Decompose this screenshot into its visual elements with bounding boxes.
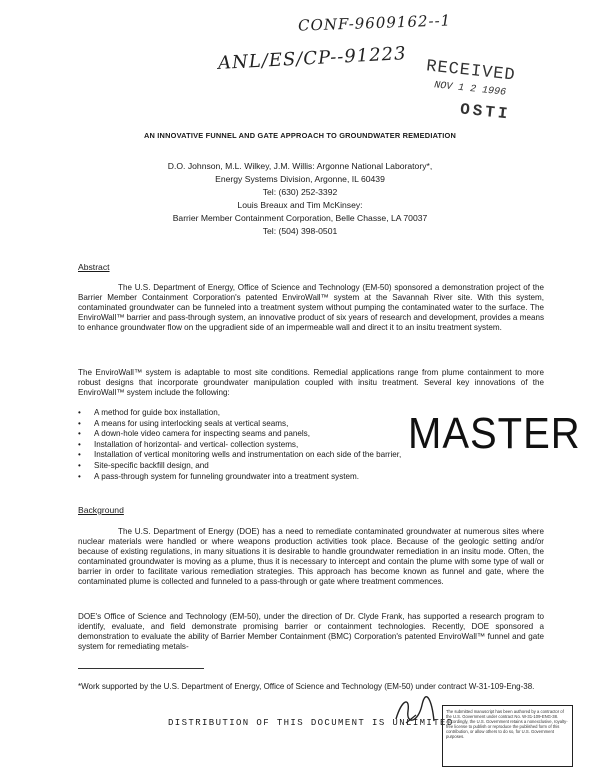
list-item: • A pass-through system for funneling groundwater into a treatment system. <box>78 472 518 483</box>
conf-number-handwritten: CONF-9609162--1 <box>297 11 452 35</box>
abstract-heading: Abstract <box>78 262 110 272</box>
author-line: Energy Systems Division, Argonne, IL 60439 <box>215 174 385 185</box>
abstract-paragraph-1-text: The U.S. Department of Energy, Office of Science and Technology (EM-50) sponsored a demonstration project of the Barrier Member Containment Corporation's patented EnviroWall™ system at the Savannah River site. With this system, contaminated groundwater can be funneled into a treatment system without pumping the contaminated water to the surface. The EnviroWall™ barrier and pass-through system, an innovative product of six years of research and development, provides a means to enhance groundwater flow on the upgradient side of an impermeable wall and direct it to an insitu treatment system. <box>78 283 544 332</box>
list-item: • Installation of vertical monitoring wells and instrumentation on each side of the barrier, <box>78 450 518 461</box>
author-line: Barrier Member Containment Corporation, Belle Chasse, LA 70037 <box>172 213 428 224</box>
document-title: AN INNOVATIVE FUNNEL AND GATE APPROACH TO GROUNDWATER REMEDIATION <box>143 131 457 140</box>
author-line: D.O. Johnson, M.L. Wilkey, J.M. Willis: Argonne National Laboratory*, <box>167 161 433 171</box>
background-paragraph-1 <box>78 527 544 586</box>
author-line: Tel: (630) 252-3392 <box>262 187 338 198</box>
list-item: • A means for using interlocking seals at vertical seams, <box>78 419 518 430</box>
background-paragraph-2: DOE's Office of Science and Technology (EM-50), under the direction of Dr. Clyde Frank, has supported a research program to identify, evaluate, and field demonstrate promising barrier or containment technologies. Recently, DOE sponsored a demonstration to evaluate the ability of Barrier Member Containment (BMC) Corporation's patented EnviroWall™ funnel and gate system for remediating metals- <box>78 612 544 651</box>
copyright-notice-box: The submitted manuscript has been authored by a contractor of the U.S. Government under contract No. W-31-109-ENG-38. Accordingly, the U.S. Government retains a nonexclusive, royalty-free license to publish or reproduce the published form of this contribution, or allow others to do so, for U.S. Government purposes. <box>442 705 573 767</box>
background-heading: Background <box>78 505 124 515</box>
report-number-handwritten: ANL/ES/CP--91223 <box>217 43 408 74</box>
author-block <box>0 160 600 239</box>
handwritten-initials-icon <box>392 693 438 727</box>
list-item: • A down-hole video camera for inspecting seams and panels, <box>78 429 518 440</box>
list-item: • Site-specific backfill design, and <box>78 461 518 472</box>
author-line: Louis Breaux and Tim McKinsey: <box>237 200 363 211</box>
master-stamp: MASTER <box>408 410 581 458</box>
footnote-divider <box>78 668 204 669</box>
received-stamp-date: NOV 1 2 1996 <box>433 80 507 99</box>
abstract-paragraph-2: The EnviroWall™ system is adaptable to most site conditions. Remedial applications range from plume containment to more robust designs that incorporate groundwater manipulation coupled with insitu treatment. Several key innovations of the EnviroWall™ system include the following: <box>78 368 544 397</box>
list-item: • A method for guide box installation, <box>78 408 518 419</box>
footnote: *Work supported by the U.S. Department of Energy, Office of Science and Technology (EM-50) under contract W-31-109-Eng-38. <box>78 682 535 691</box>
author-line: Tel: (504) 398-0501 <box>262 226 338 237</box>
background-paragraph-1-text: The U.S. Department of Energy (DOE) has a need to remediate contaminated groundwater at numerous sites where nuclear materials were handled or where weapons production activities took place. Because of the geologic setting and/or because of existing regulations, in many situations it is desirable to handle groundwater remediation in an insitu mode. Often, the contaminated groundwater is moving as a plume, thus it is necessary to intercept and contain the plume with some type of wall or barrier in order to facilitate various remediation strategies. This approach has become known as funnel and gate, where the contaminated plume is collected and funneled to a pass-through or gate where treatment commences. <box>78 527 544 586</box>
osti-stamp: OSTI <box>459 100 512 124</box>
distribution-statement: DISTRIBUTION OF THIS DOCUMENT IS UNLIMITED <box>168 718 454 728</box>
abstract-paragraph-1 <box>78 283 544 333</box>
received-stamp: RECEIVED <box>425 57 517 86</box>
list-item: • Installation of horizontal- and vertical- collection systems, <box>78 440 518 451</box>
